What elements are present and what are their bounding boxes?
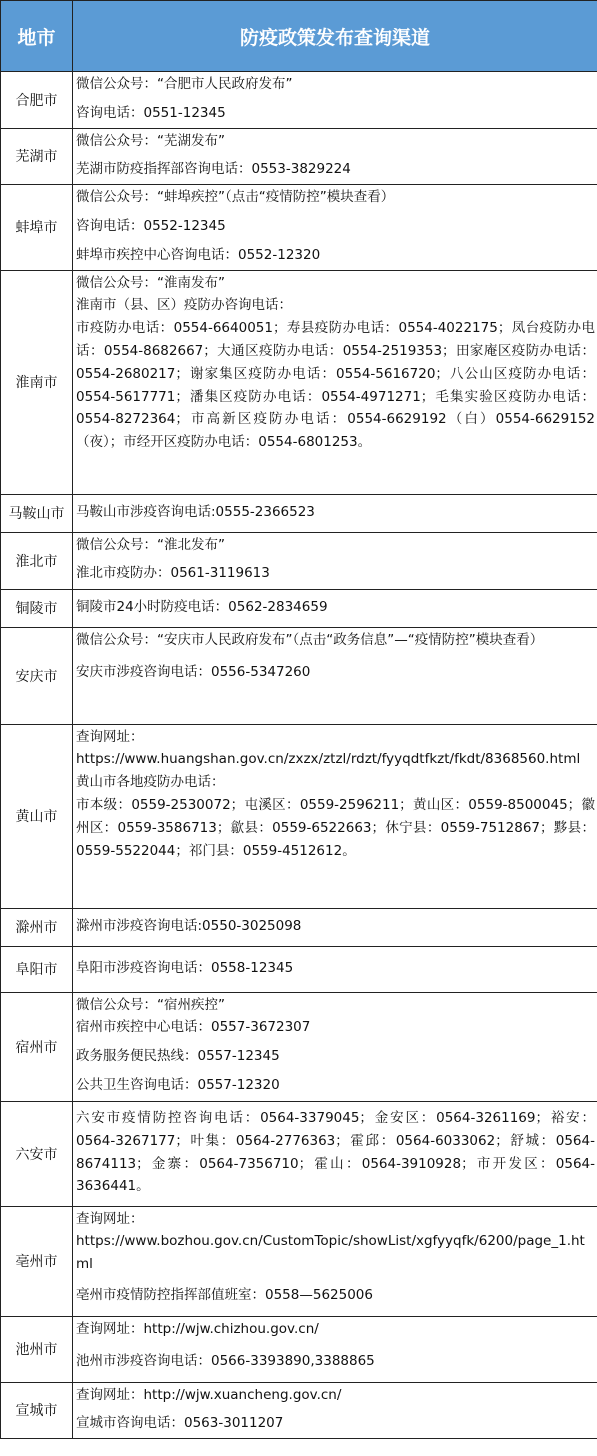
- channel-info: [73, 1206, 597, 1316]
- table-row: [1, 627, 597, 724]
- table-row: [1, 946, 597, 992]
- info-line: 六安市疫情防控咨询电话：0564-3379045；金安区：0564-3261169；裕安：0564-3267177；叶集：0564-2776363；霍邱：0564-6033062；舒城：0564-8674113；金寨：0564-7356710；霍山：0564-3910928；市开发区：0564-3636441。: [76, 1109, 595, 1195]
- city-name: 黄山市: [1, 724, 73, 908]
- channel-info: [73, 627, 597, 724]
- city-name: 安庆市: [1, 627, 73, 724]
- channel-info: [73, 532, 597, 589]
- info-line: https://www.huangshan.gov.cn/zxzx/ztzl/rdzt/fyyqdtfkzt/fkdt/8368560.html: [76, 751, 581, 768]
- info-line: 微信公众号：“合肥市人民政府发布”: [76, 76, 293, 92]
- info-line: 查询网址：: [76, 1210, 144, 1227]
- channel-info: [73, 1316, 597, 1382]
- info-line: 咨询电话：0551-12345: [76, 104, 226, 121]
- info-line: 查询网址：http://wjw.xuancheng.gov.cn/: [76, 1386, 342, 1403]
- info-line: 查询网址：http://wjw.chizhou.gov.cn/: [76, 1320, 319, 1337]
- channel-info: [73, 1382, 597, 1439]
- city-name: 蚌埠市: [1, 185, 73, 270]
- table-row: [1, 992, 597, 1101]
- info-line: 阜阳市涉疫咨询电话：0558-12345: [76, 959, 294, 976]
- info-line: 微信公众号：“宿州疾控”: [76, 996, 225, 1013]
- info-line: 市本级：0559-2530072；屯溪区：0559-2596211；黄山区：0559-8500045；徽州区：0559-3586713；歙县：0559-6522663；休宁县：0559-7512867；黟县：0559-5522044；祁门县：0559-4512612。: [76, 796, 595, 859]
- city-name: 亳州市: [1, 1206, 73, 1316]
- info-line: 亳州市疫情防控指挥部值班室：0558—5625006: [76, 1286, 373, 1303]
- info-line: 微信公众号：“蚌埠疾控”（点击“疫情防控”模块查看）: [76, 189, 395, 206]
- city-name: 芜湖市: [1, 128, 73, 185]
- info-line: 黄山市各地疫防办电话：: [76, 774, 225, 791]
- city-name: 合肥市: [1, 72, 73, 129]
- info-line: 池州市涉疫咨询电话：0566-3393890,3388865: [76, 1353, 375, 1370]
- header-city: 地市: [1, 1, 73, 72]
- table-row: [1, 128, 597, 185]
- info-line: 宿州市疾控中心电话：0557-3672307: [76, 1019, 311, 1036]
- table-row: [1, 908, 597, 946]
- city-name: 淮南市: [1, 270, 73, 494]
- table-row: [1, 72, 597, 129]
- info-line: 微信公众号：“安庆市人民政府发布”（点击“政务信息”—“疫情防控”模块查看）: [76, 631, 544, 648]
- info-line: 淮南市（县、区）疫防办咨询电话：: [76, 297, 292, 314]
- info-line: 淮北市疫防办：0561-3119613: [76, 565, 270, 582]
- info-line: https://www.bozhou.gov.cn/CustomTopic/showList/xgfyyqfk/6200/page_1.html: [76, 1233, 585, 1273]
- table-row: [1, 494, 597, 532]
- city-name: 宿州市: [1, 992, 73, 1101]
- info-line: 蚌埠市疾控中心咨询电话：0552-12320: [76, 246, 321, 263]
- info-line: 宣城市咨询电话：0563-3011207: [76, 1415, 284, 1432]
- city-name: 六安市: [1, 1101, 73, 1206]
- channel-info: [73, 589, 597, 627]
- channel-info: [73, 1101, 597, 1206]
- city-name: 马鞍山市: [1, 494, 73, 532]
- city-name: 铜陵市: [1, 589, 73, 627]
- info-line: 咨询电话：0552-12345: [76, 217, 226, 234]
- info-line: 查询网址：: [76, 728, 144, 745]
- channel-info: [73, 72, 597, 129]
- table-header-row: [1, 1, 597, 72]
- table-row: [1, 1206, 597, 1316]
- channel-info: [73, 270, 597, 494]
- info-line: 微信公众号：“淮北发布”: [76, 536, 225, 553]
- table-row: [1, 1101, 597, 1206]
- header-channels: 防疫政策发布查询渠道: [73, 1, 597, 72]
- info-line: 政务服务便民热线：0557-12345: [76, 1048, 280, 1065]
- city-name: 淮北市: [1, 532, 73, 589]
- info-line: 微信公众号：“芜湖发布”: [76, 132, 225, 149]
- info-line: 市疫防办电话：0554-6640051；寿县疫防办电话：0554-4022175；凤台疫防办电话：0554-8682667；大通区疫防办电话：0554-2519353；田家庵区疫防办电话：0554-2680217；谢家集区疫防办电话：0554-5616720；八公山区疫防办电话：0554-5617771；潘集区疫防办电话：0554-4971271；毛集实验区疫防办电话：0554-8272364；市高新区疫防办电话：0554-6629192（白）0554-6629152（夜）；市经开区疫防办电话：0554-6801253。: [76, 320, 595, 451]
- city-name: 滁州市: [1, 908, 73, 946]
- info-line: 微信公众号：“淮南发布”: [76, 274, 225, 291]
- table-row: [1, 185, 597, 270]
- info-line: 公共卫生咨询电话：0557-12320: [76, 1076, 280, 1093]
- channel-info: [73, 724, 597, 908]
- city-name: 池州市: [1, 1316, 73, 1382]
- channel-info: [73, 908, 597, 946]
- info-line: 马鞍山市涉疫咨询电话:0555-2366523: [76, 503, 315, 520]
- table-row: [1, 270, 597, 494]
- channel-info: [73, 946, 597, 992]
- city-name: 阜阳市: [1, 946, 73, 992]
- info-line: 滁州市涉疫咨询电话:0550-3025098: [76, 917, 302, 934]
- info-line: 铜陵市24小时防疫电话：0562-2834659: [76, 598, 328, 615]
- table-row: [1, 532, 597, 589]
- table-row: [1, 589, 597, 627]
- table-row: [1, 1316, 597, 1382]
- info-line: 芜湖市防疫指挥部咨询电话：0553-3829224: [76, 161, 351, 178]
- channel-info: [73, 494, 597, 532]
- city-name: 宣城市: [1, 1382, 73, 1439]
- channel-info: [73, 128, 597, 185]
- table-row: [1, 1382, 597, 1439]
- channel-info: [73, 185, 597, 270]
- info-line: 安庆市涉疫咨询电话：0556-5347260: [76, 664, 311, 681]
- table-row: [1, 724, 597, 908]
- channel-info: [73, 992, 597, 1101]
